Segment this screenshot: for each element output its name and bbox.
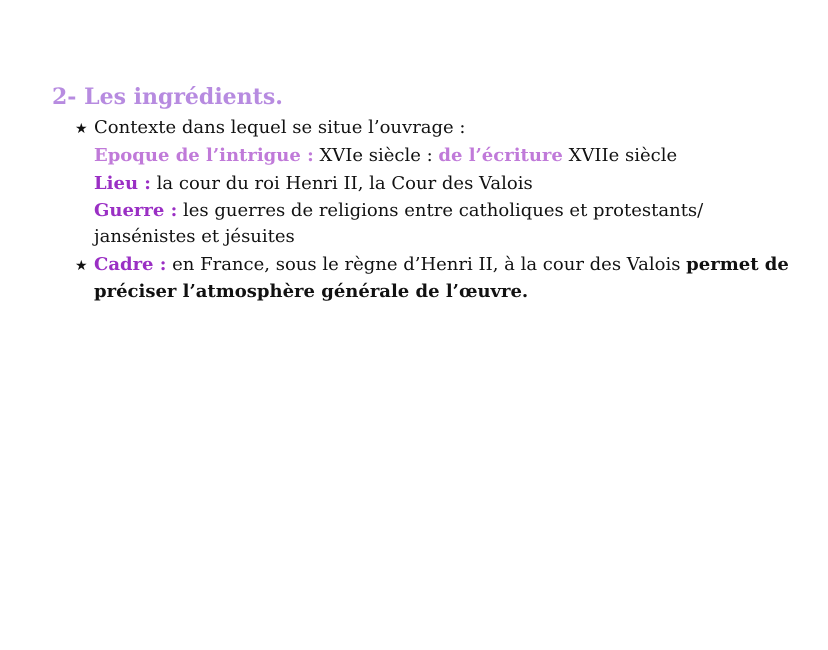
guerre-value-line1: les guerres de religions entre catholiques et protestants/ [177,200,704,221]
epoque-line [94,145,677,167]
cadre-bold-text: permet de [686,254,789,275]
cadre-line [94,254,789,276]
lieu-value: la cour du roi Henri II, la Cour des Valois [150,173,533,194]
ecriture-value: XVIIe siècle [562,145,678,166]
cadre-label: Cadre : [94,254,167,275]
star-bullet-icon: ★ [75,121,88,137]
ecriture-label: de l’écriture [438,145,563,166]
guerre-value-line2: jansénistes et jésuites [94,226,295,247]
epoque-value: XVIe siècle : [313,145,439,166]
epoque-label: Epoque de l’intrigue : [94,145,314,166]
guerre-line [94,200,703,222]
cadre-bold-continuation: préciser l’atmosphère générale de l’œuvre. [94,281,529,302]
context-intro-text: Contexte dans lequel se situe l’ouvrage : [94,117,466,138]
guerre-continuation-line [94,226,295,248]
cadre-value: en France, sous le règne d’Henri II, à la cour des Valois [166,254,687,275]
section-heading: 2- Les ingrédients. [52,84,283,110]
star-bullet-icon: ★ [75,258,88,274]
guerre-label: Guerre : [94,200,178,221]
context-intro-line [94,117,466,139]
cadre-continuation-line [94,281,528,303]
lieu-line [94,173,533,195]
lieu-label: Lieu : [94,173,151,194]
